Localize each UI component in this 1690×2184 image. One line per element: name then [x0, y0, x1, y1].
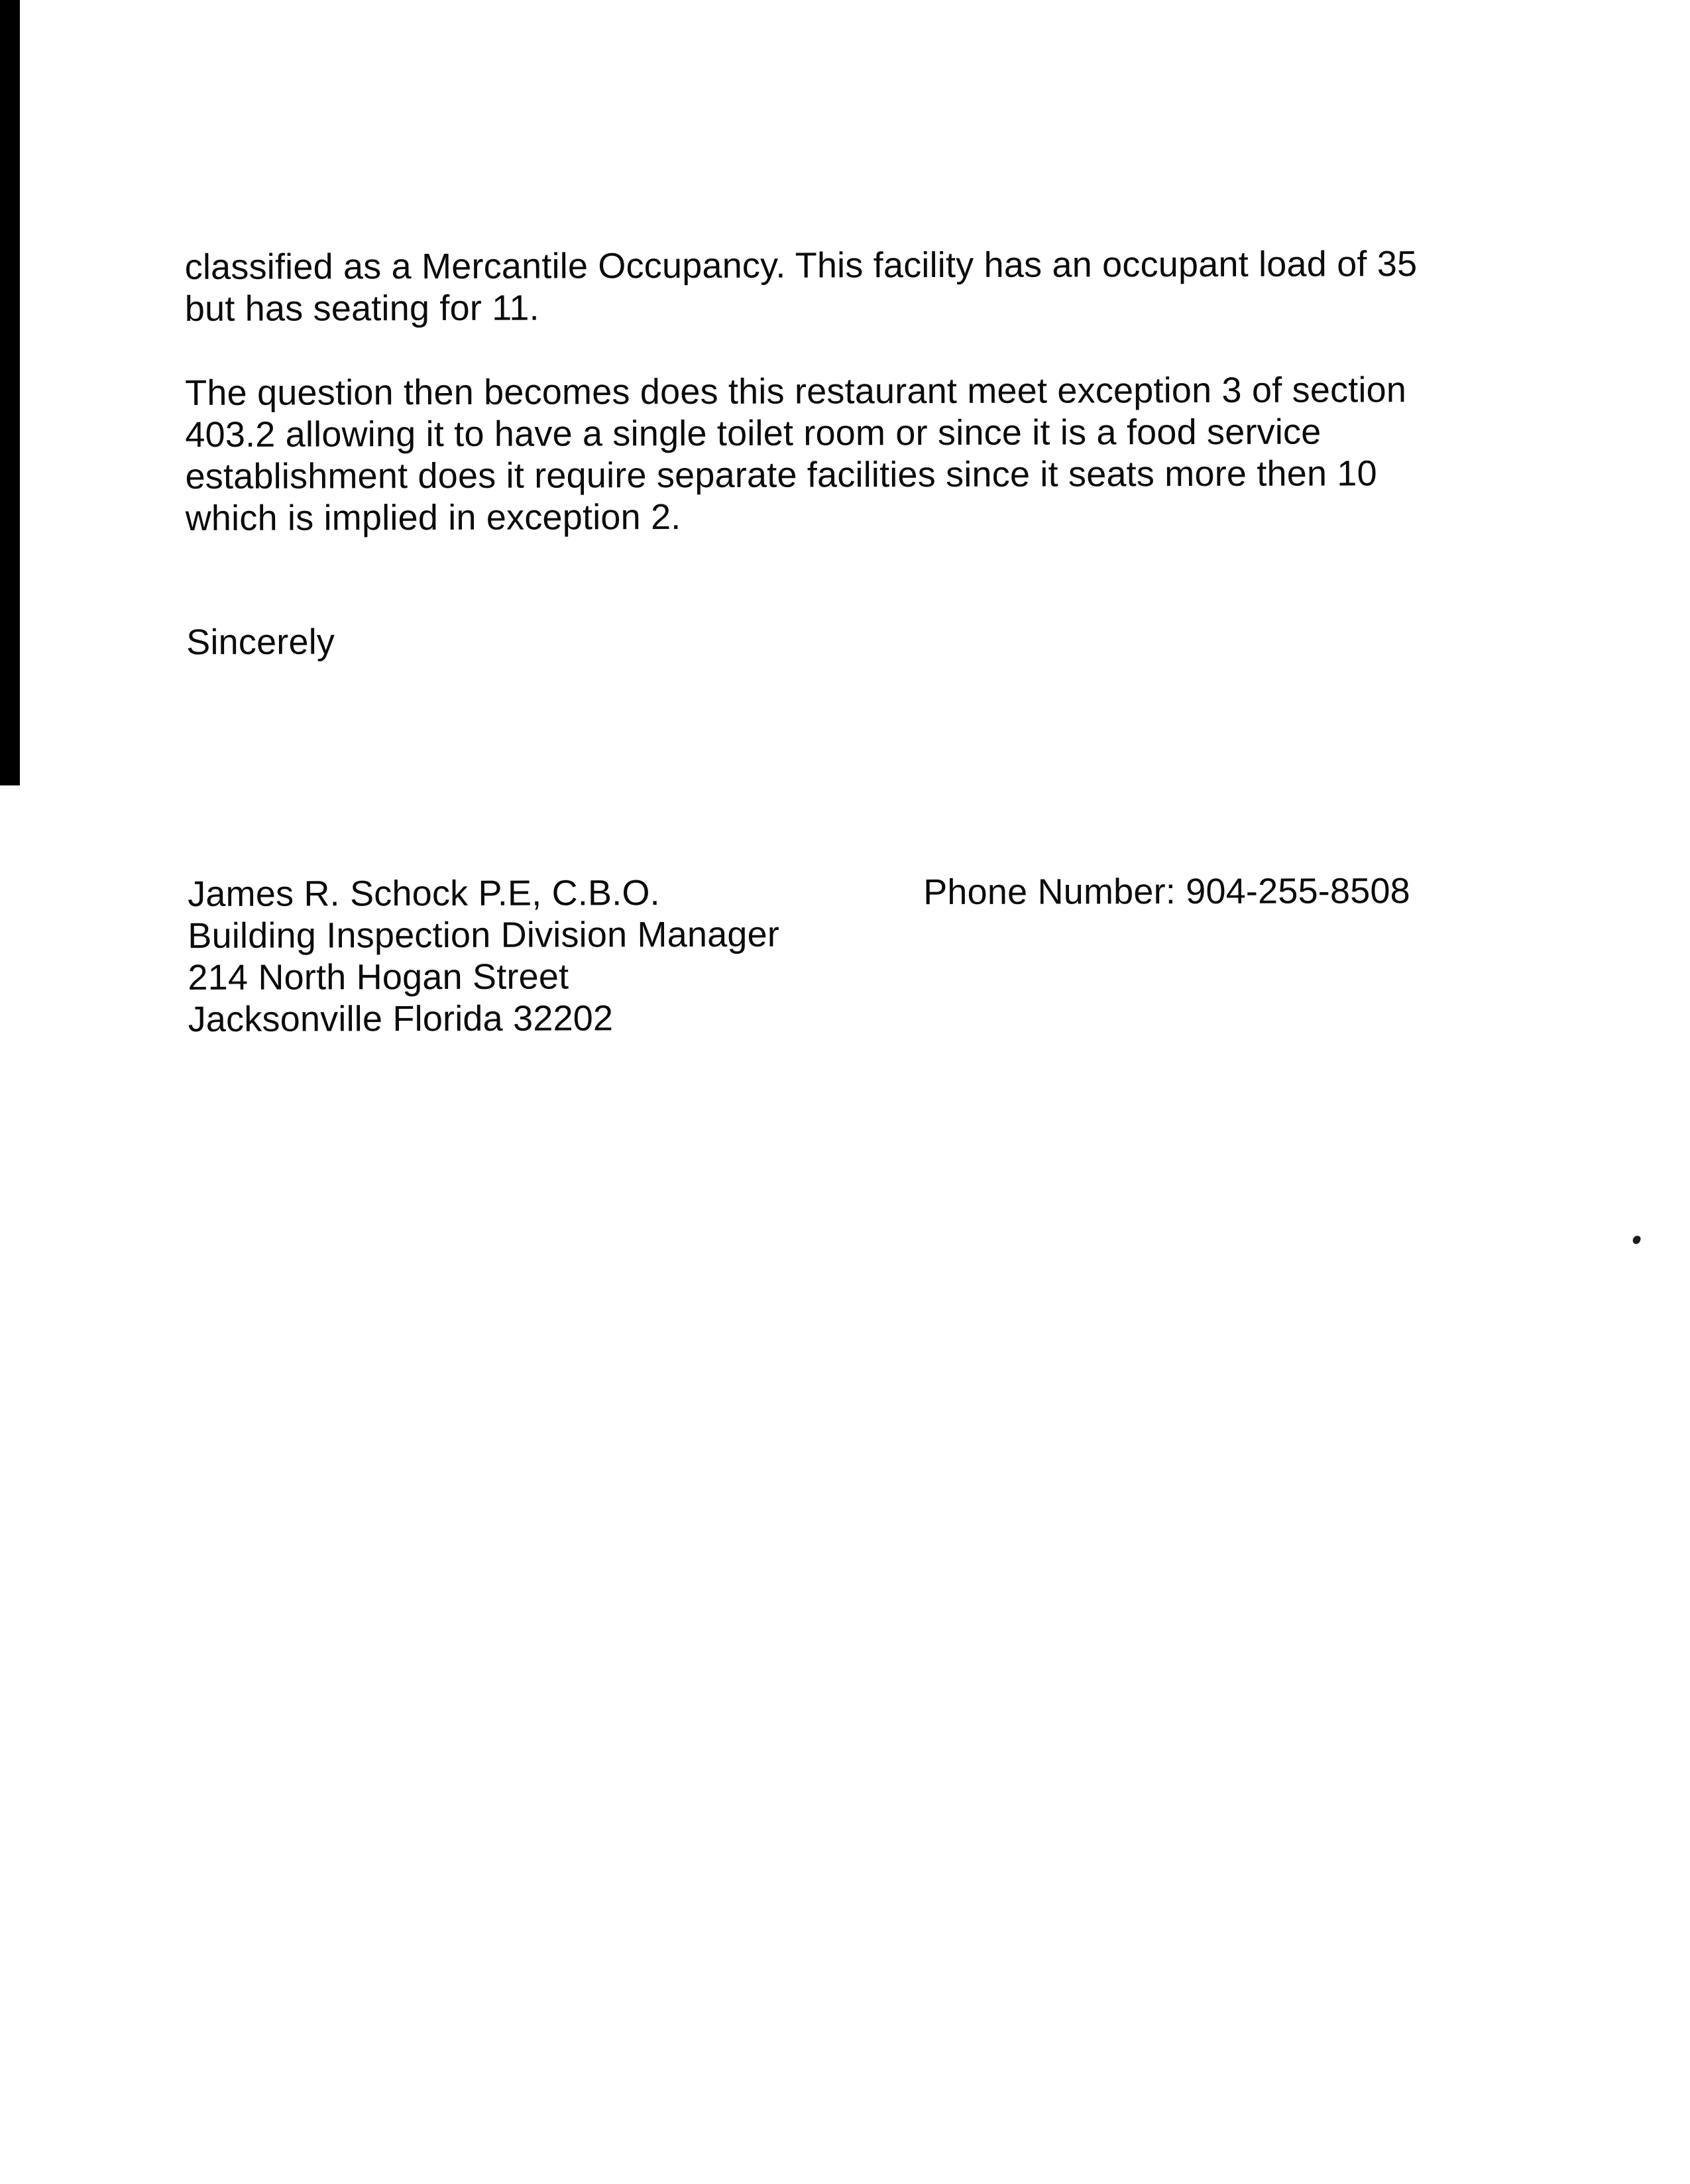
body-paragraph-2 — [185, 369, 1407, 540]
phone-number: Phone Number: 904-255-8508 — [923, 871, 1410, 913]
text-line: establishment does it require separate facilities since it seats more then 10 — [185, 453, 1377, 497]
signature-block — [188, 872, 779, 1041]
text-line: 403.2 allowing it to have a single toilet room or since it is a food service — [185, 412, 1322, 455]
signature-city-state-zip: Jacksonville Florida 32202 — [188, 998, 614, 1039]
signature-name: James R. Schock P.E, C.B.O. — [188, 873, 660, 914]
text-line: classified as a Mercantile Occupancy. This facility has an occupant load of 35 — [184, 244, 1418, 288]
text-line: which is implied in exception 2. — [185, 497, 681, 539]
closing-salutation: Sincerely — [186, 622, 335, 662]
body-paragraph-1 — [185, 243, 1418, 330]
text-line: but has seating for 11. — [184, 288, 539, 329]
text-line: The question then becomes does this restaurant meet exception 3 of section — [185, 370, 1407, 414]
signature-street-address: 214 North Hogan Street — [188, 956, 569, 998]
signature-title: Building Inspection Division Manager — [188, 914, 780, 956]
